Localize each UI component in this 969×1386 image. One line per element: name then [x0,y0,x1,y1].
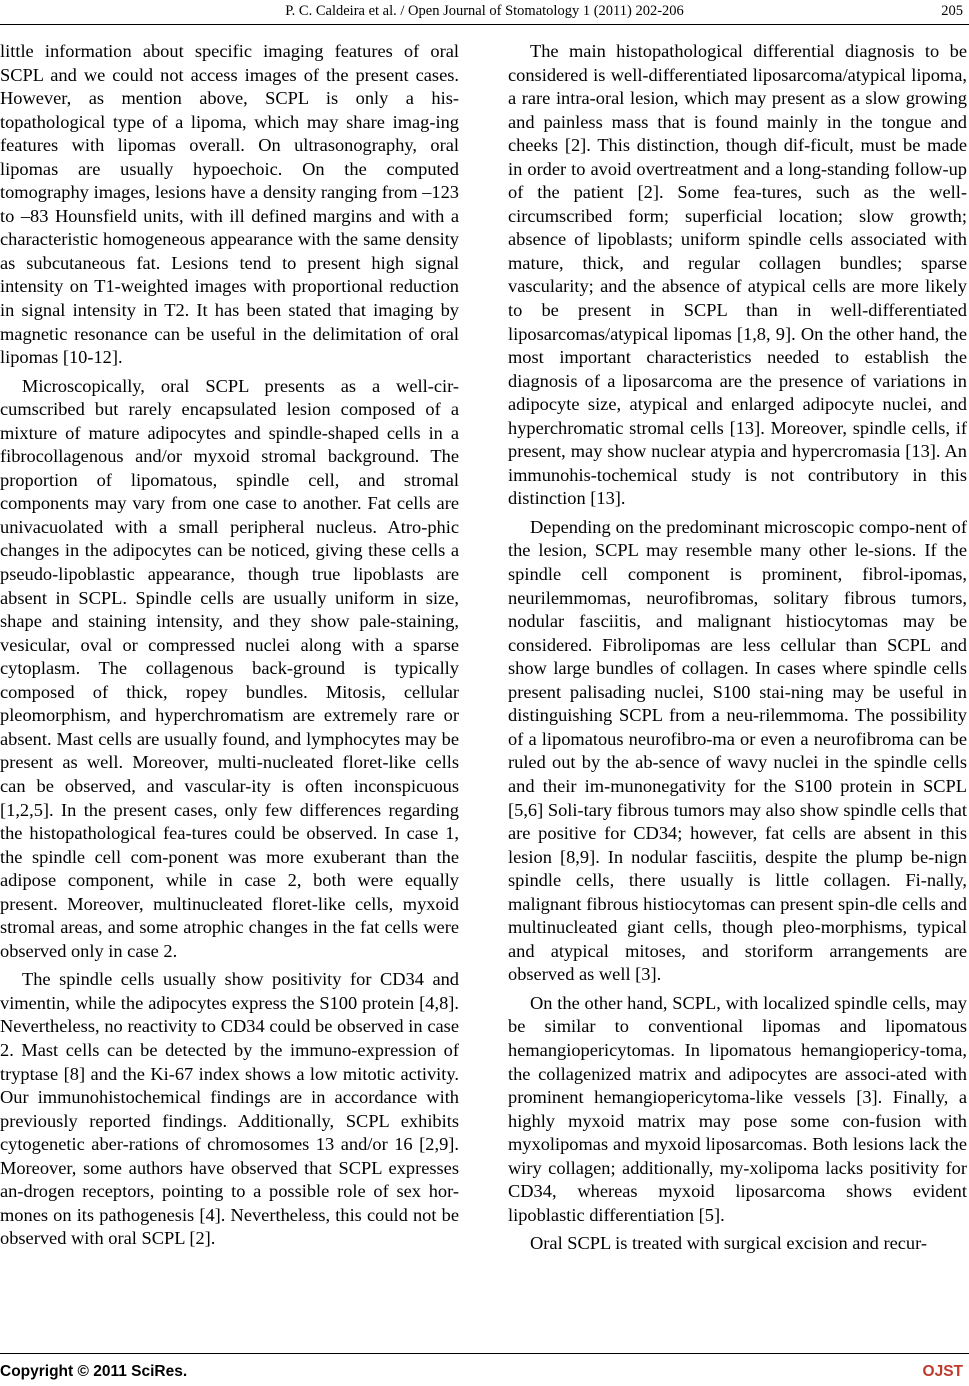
paragraph-spindle-component: Depending on the predominant microscopic compo-nent of the lesion, SCPL may resemble many other le-sions. If the spindle cell component is prominent, fibrol-ipomas, neurilemmomas, neurofibromas, solitary fibrous tumors, nodular fasciitis, and malignant histiocytomas may be considered. Fibrolipomas are less cellular than SCPL and show large bundles of collagen. In cases where spindle cells present palisading nuclei, S100 stai-ning may be useful in distinguishing SCPL from a neu-rilemmoma. The possibility of a lipomatous neurofibro-ma or even a neurofibroma can be ruled out by the ab-sence of wavy nuclei in the spindle cells and their im-munonegativity for the S100 protein in SCPL [5,6] Soli-tary fibrous tumors may also show spindle cells that are positive for CD34; however, fat cells are absent in this lesion [8,9]. In nodular fasciitis, despite the plump be-nign spindle cells, there usually is little collagen. Fi-nally, malignant fibrous histiocytomas can present spin-dle cells and multinucleated giant cells, though pleo-morphisms, typical and atypical mitoses, and storiform arrangements are observed as well [3]. [508,516,967,985]
citation-header: P. C. Caldeira et al. / Open Journal of Stomatology 1 (2011) 202-206 [285,3,684,19]
copyright-notice: Copyright © 2011 SciRes. [0,1363,188,1380]
paragraph-treatment: Oral SCPL is treated with surgical excision and recur- [530,1233,927,1254]
journal-abbrev: OJST [922,1363,963,1380]
left-column [0,40,459,1251]
footer-rule [0,1353,969,1354]
paragraph-microscopy: Microscopically, oral SCPL presents as a well-cir-cumscribed but rarely encapsulated lesion composed of a mixture of mature adipocytes and spindle-shaped cells in a fibrocollagenous and/or myxoid stromal background. The proportion of lipomatous, spindle cell, and stromal components may vary from one case to another. Fat cells are univacuolated with a small peripheral nucleus. Atro-phic changes in the adipocytes can be noticed, giving these cells a pseudo-lipoblastic appearance, though true lipoblasts are absent in SCPL. Spindle cells are usually uniform in size, shape and staining intensity, and they show pale-staining, vesicular, oval or compressed nuclei along with a sparse cytoplasm. The collagenous back-ground is typically composed of thick, ropey bundles. Mitosis, cellular pleomorphism, and hyperchromatism are extremely rare or absent. Mast cells are usually found, and lymphocytes may be present as well. Moreover, multi-nucleated floret-like cells can be observed, and vascular-ity is often inconspicuous [1,2,5]. In the present cases, only few differences regarding the histopathological fea-tures could be observed. In case 1, the spindle cell com-ponent was more exuberant than the adipose component, while in case 2, both were equally present. Moreover, multinucleated floret-like cells, myxoid stromal areas, and some atrophic changes in the fat cells were observed only in case 2. [0,375,459,961]
running-head [0,0,969,22]
paragraph-localized-spindle: On the other hand, SCPL, with localized spindle cells, may be similar to conventional lipomas and lipomatous hemangiopericytomas. In lipomatous hemangiopericy-toma, the collagenized matrix and adipocytes are associ-ated with prominent hemangiopericytoma-like vessels [3]. Finally, a highly myxoid matrix may pose some con-fusion with myxolipomas and myxoid liposarcomas. Both lesions lack the wiry collagen; additionally, my-xolipoma lacks positivity for CD34, whereas myxoid liposarcoma shows evident lipoblastic differentiation [5]. [508,992,967,1225]
paragraph-imaging: little information about specific imaging features of oral SCPL and we could not access images of the present cases. However, as mention above, SCPL is only a his-topathological type of a lipoma, which may share imag-ing features with lipomas overall. On ultrasonography, oral lipomas are usually hypoechoic. On the computed tomography images, lesions have a density ranging from –123 to –83 Hounsfield units, with ill defined margins and with a characteristic homogeneous appearance with the same density as subcutaneous fat. Lesions tend to present high signal intensity on T1-weighted images with proportional reduction in signal intensity in T2. It has been stated that imaging by magnetic resonance can be useful in the delimitation of oral lipomas [10-12]. [0,41,459,368]
paragraph-differential-diagnosis: The main histopathological differential diagnosis to be considered is well-differentiated liposarcoma/atypical lipoma, a rare intra-oral lesion, which may present as a slow growing and painless mass that is found mainly in the tongue and cheeks [2]. This distinction, though dif-ficult, must be made in order to avoid overtreatment and a long-standing follow-up of the patient [2]. Some fea-tures, such as the well-circumscribed form; superficial location; slow growth; absence of lipoblasts; uniform spindle cells associated with mature, thick, and regular collagen bundles; sparse vascularity; and the absence of atypical cells are more likely to be present in SCPL than in well-differentiated liposarcomas/atypical lipomas [1,8, 9]. On the other hand, the most important characteristics needed to establish the diagnosis of a liposarcoma are the presence of variations in adipocyte size, atypical and enlarged adipocyte nuclei, and hyperchromatic stromal cells [13]. Moreover, spindle cells, if present, may show nuclear atypia and hypercromasia [13]. An immunohis-tochemical study is not contributory in this distinction [13]. [508,41,967,509]
page-footer [0,1361,969,1383]
header-rule [0,24,969,25]
paragraph-immunohistochemistry: The spindle cells usually show positivity for CD34 and vimentin, while the adipocytes express the S100 protein [4,8]. Nevertheless, no reactivity to CD34 could be observed in case 2. Mast cells can be detected by the immuno-expression of tryptase [8] and the Ki-67 index shows a low mitotic activity. Our immunohistochemical findings are in accordance with previously reported findings. Additionally, SCPL exhibits cytogenetic aber-rations of chromosomes 13 and/or 16 [2,9]. Moreover, some authors have observed that SCPL expresses an-drogen receptors, pointing to a possible role of sex hor-mones on its pathogenesis [4]. Nevertheless, this could not be observed with oral SCPL [2]. [0,969,459,1249]
page-number: 205 [941,3,963,19]
right-column [508,40,967,1256]
